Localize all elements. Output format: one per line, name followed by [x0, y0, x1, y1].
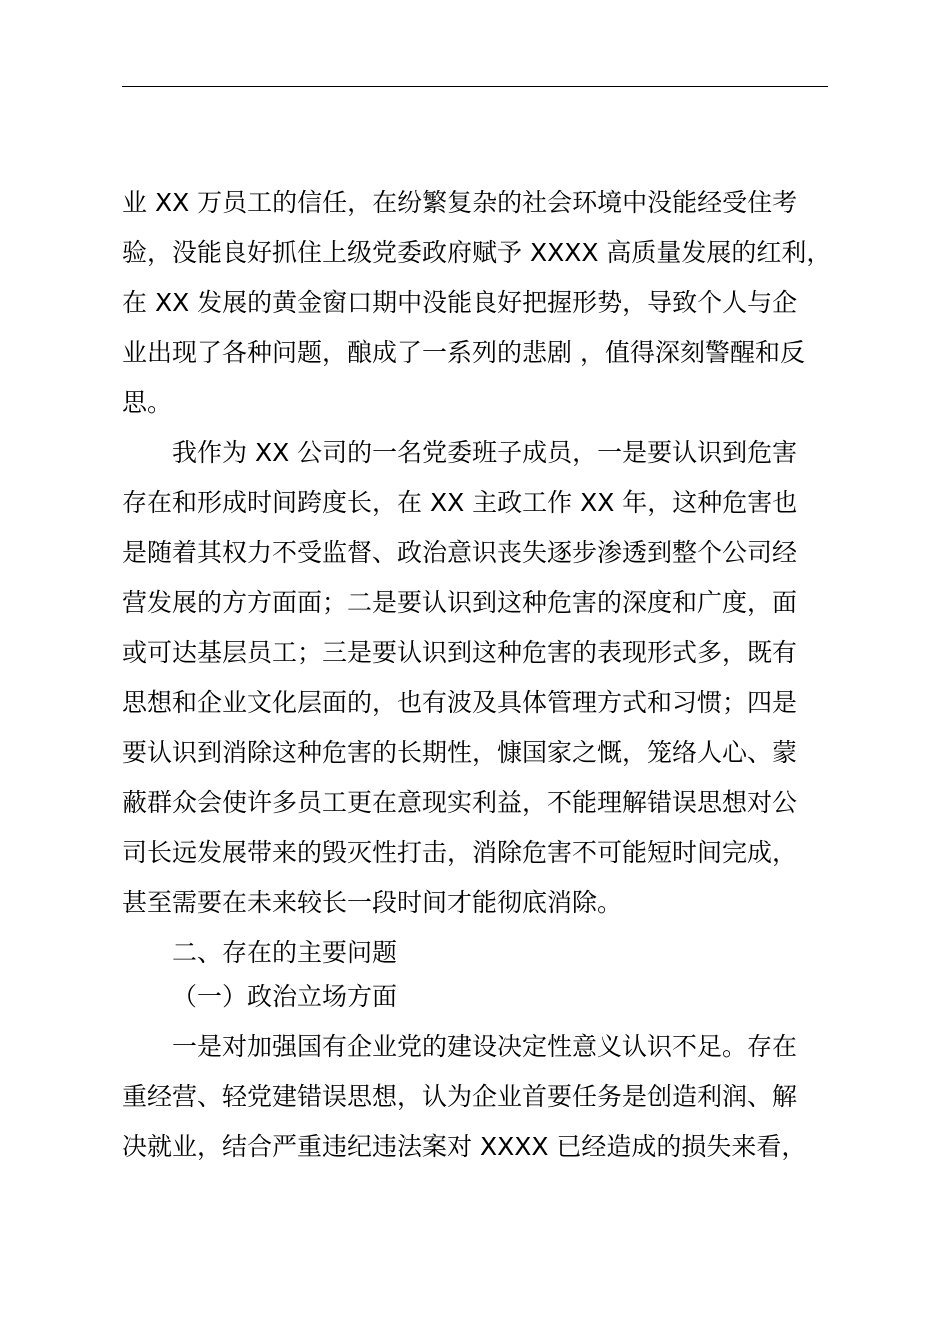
- section-heading: 二、存在的主要问题: [172, 938, 398, 967]
- paragraph-3-line-1: 一是对加强国有企业党的建设决定性意义认识不足。存在: [172, 1032, 798, 1061]
- paragraph-2-line-2: 存在和形成时间跨度长，在 XX 主政工作 XX 年，这种危害也: [122, 488, 798, 517]
- paragraph-1-line-2: 验，没能良好抓住上级党委政府赋予 XXXX 高质量发展的红利，: [122, 238, 832, 267]
- paragraph-2-line-10: 甚至需要在未来较长一段时间才能彻底消除。: [122, 888, 623, 917]
- paragraph-2-line-6: 思想和企业文化层面的，也有波及具体管理方式和习惯；四是: [122, 688, 798, 717]
- paragraph-1-line-4: 业出现了各种问题，酿成了一系列的悲剧 ，值得深刻警醒和反: [122, 338, 805, 367]
- paragraph-2-line-3: 是随着其权力不受监督、政治意识丧失逐步渗透到整个公司经: [122, 538, 798, 567]
- paragraph-2-line-8: 蔽群众会使许多员工更在意现实利益，不能理解错误思想对公: [122, 788, 798, 817]
- paragraph-3-line-2: 重经营、轻党建错误思想，认为企业首要任务是创造利润、解: [122, 1082, 798, 1111]
- paragraph-3-line-3: 决就业，结合严重违纪违法案对 XXXX 已经造成的损失来看，: [122, 1132, 807, 1161]
- paragraph-1-line-5: 思。: [122, 388, 173, 417]
- subsection-heading: （一）政治立场方面: [172, 982, 398, 1011]
- header-rule: [122, 86, 828, 87]
- paragraph-2-line-4: 营发展的方方面面；二是要认识到这种危害的深度和广度，面: [122, 588, 798, 617]
- paragraph-1-line-3: 在 XX 发展的黄金窗口期中没能良好把握形势，导致个人与企: [122, 288, 798, 317]
- paragraph-1-line-1: 业 XX 万员工的信任，在纷繁复杂的社会环境中没能经受住考: [122, 188, 798, 217]
- paragraph-2-line-7: 要认识到消除这种危害的长期性，慷国家之慨，笼络人心、蒙: [122, 738, 798, 767]
- paragraph-2-line-5: 或可达基层员工；三是要认识到这种危害的表现形式多，既有: [122, 638, 798, 667]
- paragraph-2-line-1: 我作为 XX 公司的一名党委班子成员，一是要认识到危害: [172, 438, 798, 467]
- paragraph-2-line-9: 司长远发展带来的毁灭性打击，消除危害不可能短时间完成，: [122, 838, 798, 867]
